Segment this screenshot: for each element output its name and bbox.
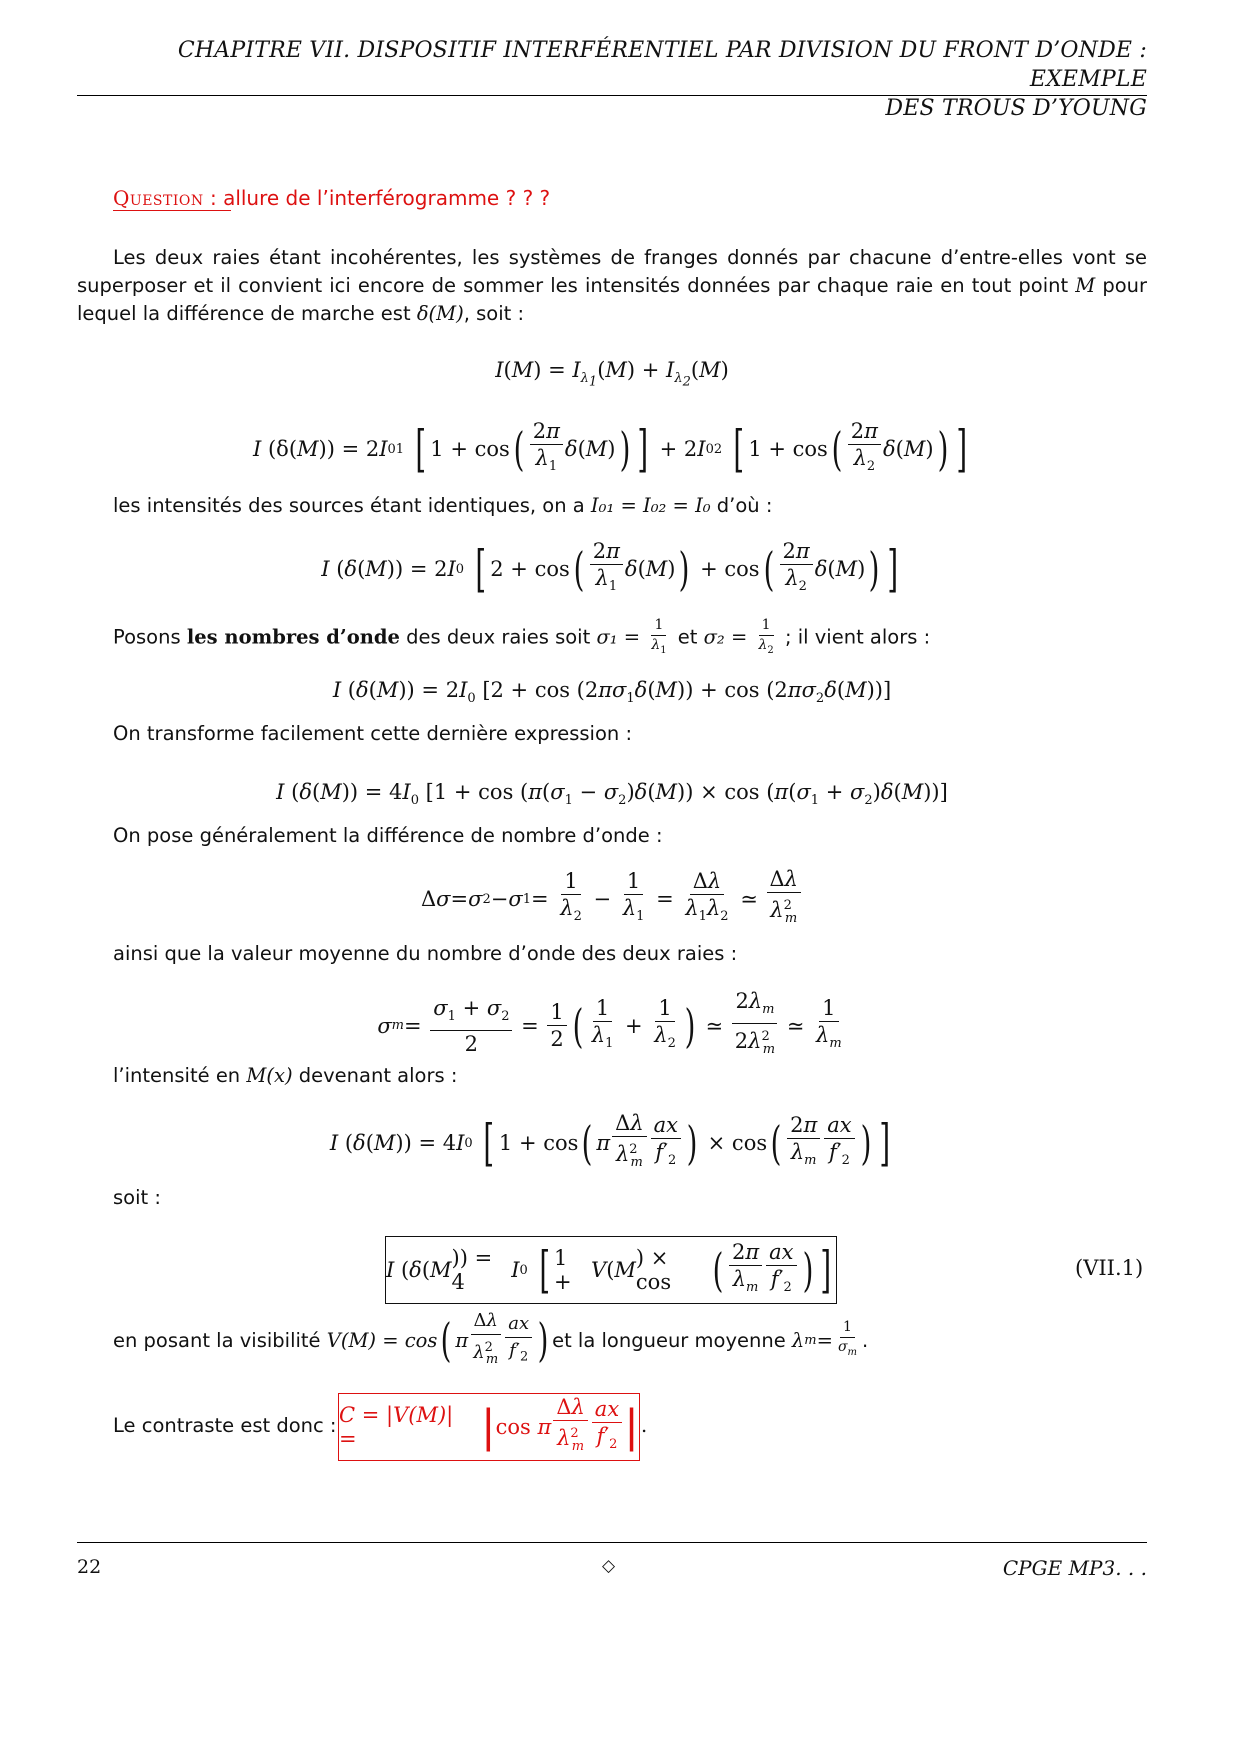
sigma-1: σ₁ = [596,625,641,649]
paragraph-text-1: Les deux raies étant incohérentes, les systèmes de franges donnés par chacune d’entre-elles vont se superposer et il convient ici encore de sommer les intensités données par chaque raie en tout point [77,246,1147,297]
question-label: Question [113,186,204,210]
equation-sum: $I(M) = I_{\lambda_1}(M) + I_{\lambda_2}(M)$ [495,358,729,390]
footer-rule [77,1542,1147,1543]
visibility-expr: V(M) = cos [326,1328,438,1352]
contrast-expr: C = |V(M)| = [339,1403,454,1451]
line-delta-sigma: On pose généralement la différence de nombre d’onde : [113,824,663,847]
text: et [677,625,704,649]
question-text: allure de l’interférogramme ? ? ? [223,186,551,210]
diamond-icon: ◇ [602,1556,616,1576]
equation-intensity-x: I ( δ ( M )) = 4 I 0 [ 1 + cos ( π $\frac{\Delta\lambda}{\lambda^2_m}$ $\frac{ax}{f'_2}$ ) × cos ( $\frac{2\pi}{\lambda_m}$ $\frac{ax}{f'_2}$ ) ] [329,1111,890,1173]
text: Posons [113,625,187,649]
header-line-1: CHAPITRE VII. DISPOSITIF INTERFÉRENTIEL PAR DIVISION DU FRONT D’ONDE : EXEMPLE [177,38,1147,92]
bold-term: les nombres d’onde [186,625,400,649]
line-intensity-at [113,1064,457,1087]
math-Mx: M(x) [246,1064,293,1087]
boxed-equation: I ( δ ( M )) = 4 I 0 [ 1 + V ( M ) × cos ( $\frac{2\pi}{\lambda_m}$ $\frac{ax}{f'_2}$ ) ] [385,1236,837,1304]
page-number: 22 [77,1556,102,1578]
line-contrast: Le contraste est donc : [113,1414,337,1437]
question-separator: : [203,186,224,210]
equals: = [816,1328,833,1352]
equation-number: (VII.1) [1075,1256,1144,1280]
running-header [77,36,1147,123]
frac-1-lambda1: $\frac{1}{\lambda_1}$ [651,617,667,656]
frac-1-lambda2: $\frac{1}{\lambda_2}$ [758,617,774,656]
var-M: M [1075,274,1096,297]
line-transform: On transforme facilement cette dernière expression : [113,722,633,745]
lambda-m: λ [791,1328,805,1352]
equation-product: I $(\delta(M)) = 4I_0$ $[1 + \cos (\pi(\sigma_1 - \sigma_2)\delta(M)) \times \cos (\pi(\sigma_1 + \sigma_2)\delta(M))]$ [276,780,948,809]
text: d’où : [710,494,773,517]
text: ; il vient alors : [778,625,931,649]
sigma-2: σ₂ = [703,625,748,649]
line-mean: ainsi que la valeur moyenne du nombre d’onde des deux raies : [113,942,738,965]
footer-course: CPGE MP3. . . [1002,1556,1147,1580]
contrast-box: C = |V(M)| = | cos π $\frac{\Delta\lambda}{\lambda^2_m}$ $\frac{ax}{f'_2}$ | [338,1393,640,1461]
paragraph-text-2: pour lequel la différence de marche est [77,274,1148,325]
line-wavenumbers [113,618,930,658]
text: des deux raies soit [399,625,597,649]
header-rule [77,95,1147,96]
contrast-period: . [641,1414,648,1437]
equation-delta-sigma: Δ σ = σ 2 − σ 1 = $\frac{1}{\lambda_2}$ − $\frac{1}{\lambda_1}$ = $\frac{\Delta\lambda}{\lambda_1\lambda_2}$ ≃ $\frac{\Delta\lambda}{\lambda^2_m}$ [77,868,1147,930]
text: et la longueur moyenne [552,1328,786,1352]
text: les intensités des sources étant identiques, on a [113,494,591,517]
text: devenant alors : [292,1064,458,1087]
question-heading [113,186,550,210]
paragraph-text-3: , soit : [463,302,525,325]
text: l’intensité en [113,1064,247,1087]
equation-identical: I ( δ ( M )) = 2 I 0 [ 2 + cos ( $\frac{2\pi}{\lambda_1}$ δ ( M ) ) + cos ( $\frac{2\pi}{\lambda_2}$ δ ( M ) ) ] [321,539,899,599]
frac-1-sigma-m: $\frac{1}{\sigma_m}$ [837,1319,857,1359]
lambda-m-sub: m [804,1332,817,1348]
equation-two-sources: I ( δ ( M )) = 2 I 01 [ 1 + cos ( $\frac{2\pi}{\lambda_1}$ δ ( M ) ) ] + 2 I 02 [ 1 + cos ( $\frac{2\pi}{\lambda_2}$ δ ( M ) ) ] [252,419,967,479]
text: en posant la visibilité [113,1328,321,1352]
header-line-2: DES TROUS D’YOUNG [885,96,1147,121]
question-underline [113,210,231,211]
line-identical-intensities [113,494,772,517]
intro-paragraph [77,244,1147,328]
math-I0: I₀₁ = I₀₂ = I₀ [590,494,711,517]
equation-sigma: I $(\delta(M)) = 2I_0$ $[2 + \cos (2\pi\sigma_1\delta(M)) + \cos (2\pi\sigma_2\delta(M))]$ [332,678,892,707]
equation-sigma-mean: σ m = $\frac{\sigma_1 + \sigma_2}{2}$ = $\frac{1}{2}$ ( $\frac{1}{\lambda_1}$ + $\frac{1}{\lambda_2}$ ) ≃ $\frac{2\lambda_m}{2\lambda^2_m}$ ≃ $\frac{1}{\lambda_m}$ [377,989,842,1058]
line-soit: soit : [113,1186,161,1209]
delta-M: δ(M) [416,302,464,325]
line-visibility: en posant la visibilité V(M) = cos ( π $\frac{\Delta\lambda}{\lambda^2_m}$ $\frac{ax}{f'_2}$ ) et la longueur moyenne λ m = $\frac{1}{\sigma_m}$ . [113,1310,869,1368]
